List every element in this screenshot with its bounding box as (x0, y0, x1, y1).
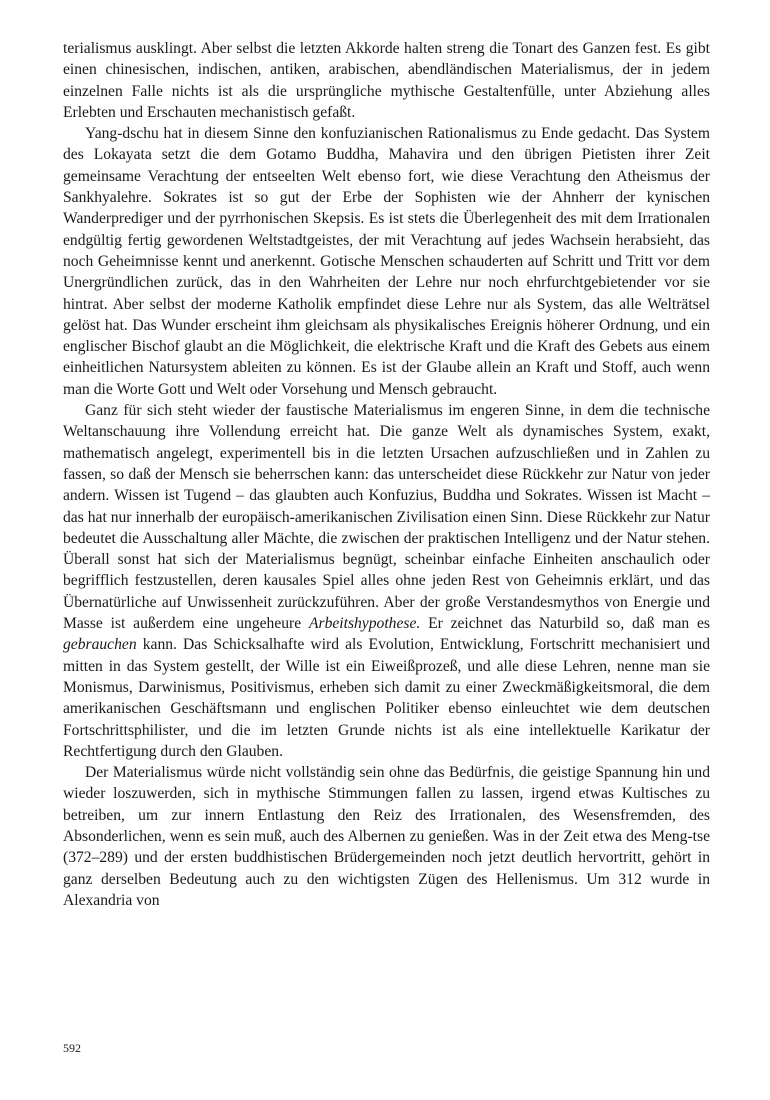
emphasis-text: Arbeitshypothese. (308, 615, 421, 633)
text-run: Der Materialismus würde nicht vollständig sein ohne das Bedürfnis, die geistige Spannung hin und wieder loszuwerden, sich in mythische Stimmungen fallen zu lassen, irgend etwas Kultisches zu betreiben, um zur innern Entlastung den Reiz des Irrationalen, des Wesensfremden, des Absonderlichen, wenn es sein muß, auch des Albernen zu genießen. Was in der Zeit etwa des Meng-tse (372–289) und der ersten buddhistischen Brüdergemeinden noch jetzt deutlich hervortritt, gehört in ganz derselben Bedeutung auch zu den wichtigsten Zügen des Hellenismus. Um 312 wurde in Alexandria von (63, 764, 710, 909)
paragraph-3 (63, 400, 710, 762)
text-run: terialismus ausklingt. Aber selbst die letzten Akkorde halten streng die Tonart des Ganzen fest. Es gibt einen chinesischen, indischen, antiken, arabischen, abendländischen Materialismus, der in jedem einzelnen Falle nichts ist als die ursprüngliche mythische Gestaltenfülle, unter Abziehung alles Erlebten und Erschauten mechanistisch gefaßt. (63, 40, 710, 121)
page-number: 592 (63, 1041, 81, 1055)
text-run: Yang-dschu hat in diesem Sinne den konfuzianischen Rationalismus zu Ende gedacht. Das System des Lokayata setzt die dem Gotamo Buddha, Mahavira und den übrigen Pietisten ihrer Zeit gemeinsame Verachtung der entseelten Welt ebenso fort, wie diese Verachtung den Atheismus der Sankhyalehre. Sokrates ist so gut der Erbe der Sophisten wie der Ahnherr der kynischen Wanderprediger und der pyrrhonischen Skepsis. Es ist stets die Überlegenheit des mit dem Irrationalen endgültig fertig gewordenen Weltstadtgeistes, der mit Verachtung auf jedes Wachsein herabsieht, das noch Geheimnisse kennt und anerkennt. Gotische Menschen schauderten auf Schritt und Tritt vor dem Unergründlichen zurück, das in den Wahrheiten der Lehre nur noch ehrfurchtgebietender vor sie hintrat. Aber selbst der moderne Katholik empfindet diese Lehre nur als System, das alle Welträtsel gelöst hat. Das Wunder erscheint ihm gleichsam als physikalisches Ereignis höherer Ordnung, und ein englischer Bischof glaubt an die Möglichkeit, die elektrische Kraft und die Kraft des Gebets aus einem einheitlichen Natursystem ableiten zu können. Es ist der Glaube allein an Kraft und Stoff, auch wenn man die Worte Gott und Welt oder Vorsehung und Mensch gebraucht. (63, 125, 710, 398)
body-text (63, 38, 710, 911)
paragraph-1 (63, 38, 710, 123)
text-run: Er zeichnet das Naturbild so, daß man es (420, 615, 710, 633)
text-run: Ganz für sich steht wieder der faustische Materialismus im engeren Sinne, in dem die technische Weltanschauung ihre Vollendung erreicht hat. Die ganze Welt als dynamisches System, exakt, mathematisch angelegt, experimentell bis in die letzten Ursachen aufzuschließen und in Zahlen zu fassen, so daß der Mensch sie beherrschen kann: das unterscheidet diese Rückkehr zur Natur von jeder andern. Wissen ist Tugend – das glaubten auch Konfuzius, Buddha und Sokrates. Wissen ist Macht – das hat nur innerhalb der europäisch-amerikanischen Zivilisation einen Sinn. Diese Rückkehr zur Natur bedeutet die Ausschaltung aller Mächte, die zwischen der praktischen Intelligenz und der Natur stehen. Überall sonst hat sich der Materialismus begnügt, scheinbar einfache Einheiten anschaulich oder begrifflich festzustellen, deren kausales Spiel alles ohne jeden Rest von Geheimnis erklärt, und das Übernatürliche auf Unwissenheit zurückzuführen. Aber der große Verstandesmythos von Energie und Masse ist außerdem eine ungeheure (63, 402, 710, 633)
paragraph-4 (63, 762, 710, 911)
emphasis-text: gebrauchen (63, 636, 137, 654)
text-run: kann. Das Schicksalhafte wird als Evolution, Entwicklung, Fortschritt mechanisiert und mitten in das System gestellt, der Wille ist ein Eiweißprozeß, und alle diese Lehren, nenne man sie Monismus, Darwinismus, Positivismus, erheben sich damit zu einer Zweckmäßigkeitsmoral, die dem amerikanischen Geschäftsmann und englischen Politiker ebenso einleuchtet wie dem deutschen Fortschrittsphilister, und die im letzten Grunde nichts ist als eine intellektuelle Karikatur der Rechtfertigung durch den Glauben. (63, 636, 710, 760)
paragraph-2 (63, 123, 710, 400)
